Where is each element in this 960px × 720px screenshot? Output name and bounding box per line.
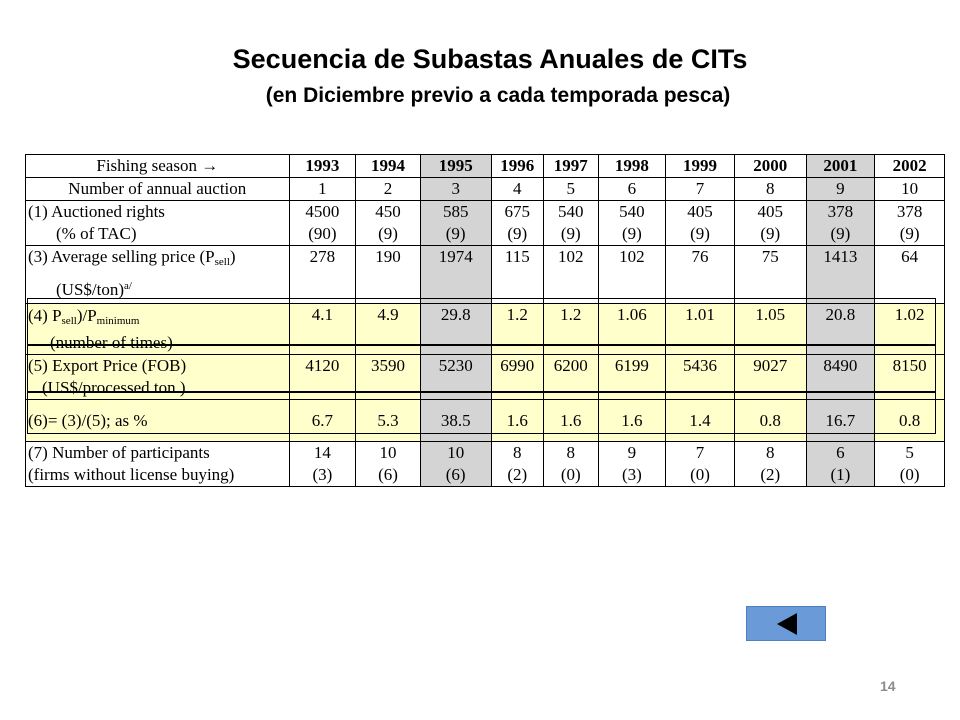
cell-value: (2) [507, 465, 528, 484]
table-cell: 1 [289, 178, 356, 201]
table-cell: 3590 [356, 355, 421, 400]
table-cell: 4.1 [289, 304, 356, 355]
table-cell: 1.01 [666, 304, 735, 355]
row-label [26, 304, 290, 355]
table-cell: 4 [491, 178, 544, 201]
back-button[interactable] [746, 606, 826, 641]
year-cell: 2001 [806, 155, 875, 178]
table-cell: 4120 [289, 355, 356, 400]
row-label-line: (7) Number of participants [28, 443, 210, 462]
cell-value: (6) [378, 465, 398, 484]
cell-value: 14 [313, 443, 331, 462]
year-cell: 2000 [734, 155, 806, 178]
year-cell: 1997 [544, 155, 599, 178]
table-cell: 1.05 [734, 304, 806, 355]
export-price-row [26, 355, 945, 400]
back-arrow-icon [771, 611, 801, 637]
cell-value: 7 [695, 443, 705, 462]
label-subscript: sell [214, 256, 230, 268]
row-label [26, 201, 290, 246]
row-label-line [28, 305, 285, 332]
year-cell: 1993 [289, 155, 356, 178]
table-cell: 1.4 [666, 400, 735, 442]
row-label-line: (number of times) [50, 333, 173, 352]
table-cell: 3 [420, 178, 491, 201]
table-cell: 6.7 [289, 400, 356, 442]
auction-number-row [26, 178, 945, 201]
participants-row [26, 442, 945, 487]
cell-value: 585 [442, 202, 469, 221]
cell-value: 675 [504, 202, 531, 221]
cell-value: (6) [445, 465, 466, 484]
table-cell: 6 [598, 178, 666, 201]
cell-value: (2) [760, 465, 781, 484]
auction-table-container [25, 154, 945, 487]
table-cell: 102 [598, 246, 666, 304]
table-cell [734, 442, 806, 487]
table-cell: 8 [734, 178, 806, 201]
table-cell [598, 201, 666, 246]
average-price-row [26, 246, 945, 304]
table-cell: 0.8 [734, 400, 806, 442]
cell-value: (9) [507, 224, 528, 243]
table-cell: 1.6 [544, 400, 599, 442]
label-text: (4) P [28, 306, 62, 325]
table-cell: 7 [666, 178, 735, 201]
table-cell: 16.7 [806, 400, 875, 442]
label-text: (US$/ton) [56, 280, 124, 299]
cell-value: 4500 [305, 202, 340, 221]
cell-value: 450 [375, 202, 401, 221]
cell-value: 405 [687, 202, 713, 221]
cell-value: (0) [560, 465, 581, 484]
table-cell: 2 [356, 178, 421, 201]
row-label-line: (5) Export Price (FOB) [28, 356, 187, 375]
table-cell: 64 [875, 246, 945, 304]
cell-value: (9) [621, 224, 642, 243]
cell-value: (1) [830, 465, 851, 484]
cell-value: 8 [513, 443, 522, 462]
cell-value: (9) [830, 224, 851, 243]
table-cell: 1.02 [875, 304, 945, 355]
table-cell: 75 [734, 246, 806, 304]
table-cell: 20.8 [806, 304, 875, 355]
cell-value: (9) [378, 224, 398, 243]
row-label-line: (1) Auctioned rights [28, 202, 165, 221]
table-cell: 278 [289, 246, 356, 304]
table-cell: 29.8 [420, 304, 491, 355]
cell-value: (9) [690, 224, 710, 243]
table-cell: 8150 [875, 355, 945, 400]
table-cell: 9027 [734, 355, 806, 400]
table-cell: 6200 [544, 355, 599, 400]
slide-title: Secuencia de Subastas Anuales de CITs [232, 44, 748, 74]
table-cell [544, 442, 599, 487]
cell-value: 5 [905, 443, 914, 462]
cell-value: (3) [312, 465, 333, 484]
table-cell: 1.2 [491, 304, 544, 355]
table-cell [734, 201, 806, 246]
cell-value: 6 [836, 443, 845, 462]
table-cell: 5436 [666, 355, 735, 400]
table-cell [491, 201, 544, 246]
row-label: Number of annual auction [26, 178, 290, 201]
cell-value: (9) [445, 224, 466, 243]
year-cell: 1995 [420, 155, 491, 178]
table-cell: 1974 [420, 246, 491, 304]
table-cell [875, 201, 945, 246]
cell-value: 378 [896, 202, 923, 221]
row-label [26, 442, 290, 487]
price-ratio-row [26, 304, 945, 355]
fishing-season-header: Fishing season → [26, 155, 290, 178]
auction-table [25, 154, 945, 487]
cell-value: 10 [379, 443, 397, 462]
table-cell: 38.5 [420, 400, 491, 442]
table-cell [544, 201, 599, 246]
cell-value: 405 [757, 202, 783, 221]
cell-value: (9) [899, 224, 920, 243]
table-cell: 6199 [598, 355, 666, 400]
label-text: )/P [76, 306, 97, 325]
footnote-marker: a/ [124, 280, 132, 292]
table-cell: 8490 [806, 355, 875, 400]
table-cell: 115 [491, 246, 544, 304]
table-cell [356, 442, 421, 487]
table-cell [420, 201, 491, 246]
table-cell [356, 201, 421, 246]
row-label-line [28, 273, 285, 303]
cell-value: (3) [621, 465, 642, 484]
year-cell: 1999 [666, 155, 735, 178]
row-label: (6)= (3)/(5); as % [26, 400, 290, 442]
table-cell: 1.2 [544, 304, 599, 355]
cell-value: (0) [899, 465, 920, 484]
table-cell: 4.9 [356, 304, 421, 355]
table-cell: 10 [875, 178, 945, 201]
table-cell: 6990 [491, 355, 544, 400]
table-cell: 5.3 [356, 400, 421, 442]
label-subscript: sell [61, 315, 77, 327]
cell-value: 540 [619, 202, 645, 221]
cell-value: 10 [447, 443, 465, 462]
cell-value: (90) [308, 224, 337, 243]
cell-value: 8 [566, 443, 576, 462]
year-cell: 1998 [598, 155, 666, 178]
table-cell [875, 442, 945, 487]
table-cell [491, 442, 544, 487]
cell-value: 9 [627, 443, 637, 462]
percent-row [26, 400, 945, 442]
table-cell: 76 [666, 246, 735, 304]
table-cell: 1413 [806, 246, 875, 304]
cell-value: 378 [827, 202, 854, 221]
table-cell [289, 201, 356, 246]
cell-value: (9) [760, 224, 781, 243]
table-cell: 1.6 [598, 400, 666, 442]
slide-subtitle: (en Diciembre previo a cada temporada pesca) [265, 84, 731, 107]
table-cell [666, 201, 735, 246]
table-cell: 5 [544, 178, 599, 201]
label-text: (3) Average selling price (P [28, 247, 215, 266]
row-label-line [28, 246, 285, 273]
cell-value: 8 [765, 443, 775, 462]
cell-value: 540 [558, 202, 584, 221]
header-row [26, 155, 945, 178]
table-cell [806, 201, 875, 246]
table-cell: 0.8 [875, 400, 945, 442]
row-label-line: (% of TAC) [56, 224, 137, 243]
row-label [26, 355, 290, 400]
table-cell: 190 [356, 246, 421, 304]
table-cell: 5230 [420, 355, 491, 400]
cell-value: (0) [690, 465, 710, 484]
auctioned-rights-row [26, 201, 945, 246]
row-label [26, 246, 290, 304]
label-subscript: minimum [96, 315, 140, 327]
table-cell [598, 442, 666, 487]
page-number: 14 [880, 678, 896, 694]
row-label-line: (firms without license buying) [28, 465, 235, 484]
cell-value: (9) [560, 224, 581, 243]
table-cell: 1.6 [491, 400, 544, 442]
year-cell: 2002 [875, 155, 945, 178]
label-text: ) [229, 247, 236, 266]
table-cell [420, 442, 491, 487]
table-cell [666, 442, 735, 487]
table-cell: 1.06 [598, 304, 666, 355]
year-cell: 1994 [356, 155, 421, 178]
table-cell: 9 [806, 178, 875, 201]
year-cell: 1996 [491, 155, 544, 178]
row-label-line: (US$/processed ton.) [42, 378, 186, 397]
table-cell: 102 [544, 246, 599, 304]
table-cell [806, 442, 875, 487]
table-cell [289, 442, 356, 487]
